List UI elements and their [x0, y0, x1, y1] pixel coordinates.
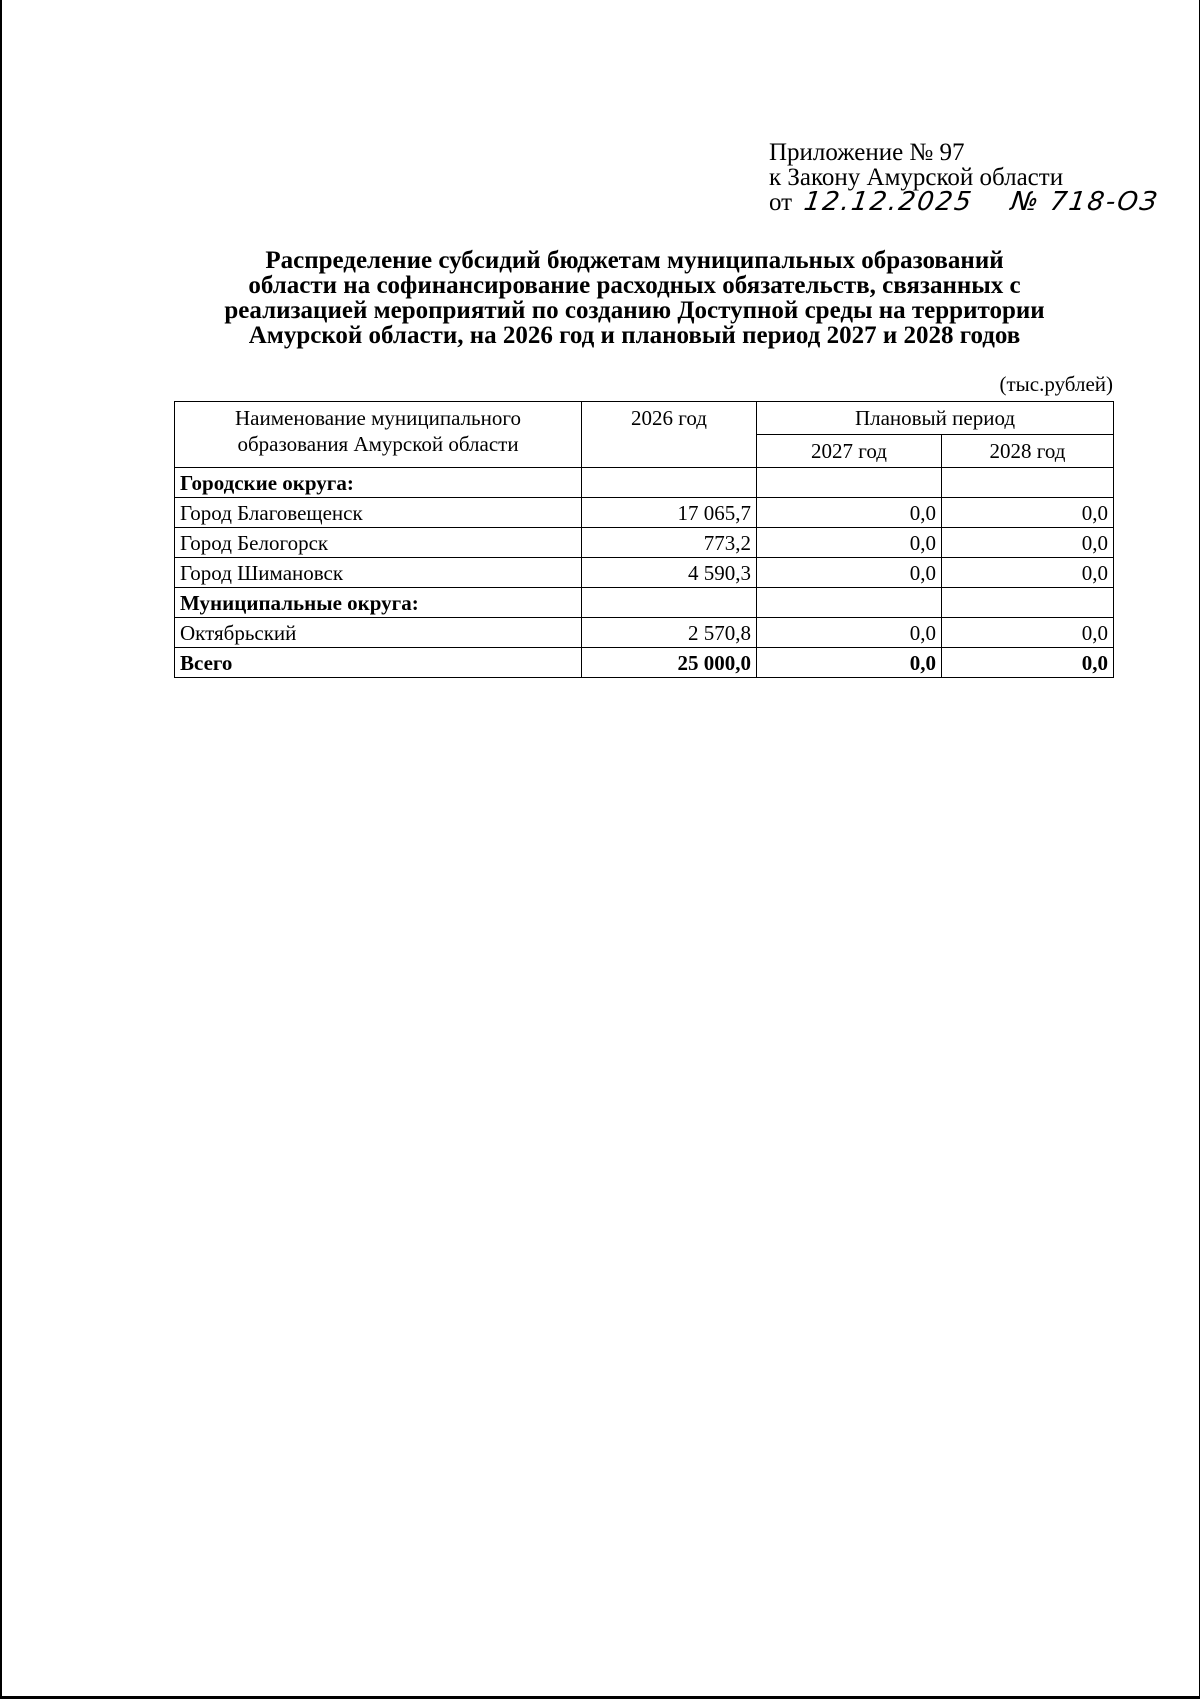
cell-2026: 4 590,3 [582, 558, 757, 588]
appendix-number: Приложение № 97 [769, 139, 965, 166]
cell-2027: 0,0 [757, 648, 942, 678]
document-title [162, 248, 1107, 348]
cell-name: Октябрьский [175, 618, 582, 648]
unit-label: (тыс.рублей) [999, 372, 1113, 396]
handwritten-date: 12.12.2025 [802, 187, 976, 217]
cell-2026: 25 000,0 [582, 648, 757, 678]
appendix-date-line [769, 187, 1189, 217]
cell-2027: 0,0 [757, 618, 942, 648]
header-2027: 2027 год [757, 435, 942, 468]
table-row-total [175, 648, 1114, 678]
header-row [175, 402, 1114, 435]
cell-2027 [757, 468, 942, 498]
title-line: реализацией мероприятий по созданию Доступной среды на территории [224, 297, 1045, 324]
cell-name: Город Белогорск [175, 528, 582, 558]
subsidy-table [174, 401, 1114, 678]
cell-2027: 0,0 [757, 558, 942, 588]
cell-2026: 17 065,7 [582, 498, 757, 528]
cell-name: Город Шимановск [175, 558, 582, 588]
cell-2028 [942, 468, 1114, 498]
cell-2026: 773,2 [582, 528, 757, 558]
title-line: Распределение субсидий бюджетам муниципальных образований [265, 247, 1004, 274]
date-prefix: от [769, 189, 793, 216]
title-line: Амурской области, на 2026 год и плановый период 2027 и 2028 годов [248, 322, 1021, 349]
appendix-law-reference: к Закону Амурской области [769, 164, 1064, 191]
cell-2027: 0,0 [757, 528, 942, 558]
cell-name: Всего [175, 648, 582, 678]
cell-name: Муниципальные округа: [175, 588, 582, 618]
table-row-group [175, 468, 1114, 498]
cell-2028 [942, 588, 1114, 618]
cell-2028: 0,0 [942, 558, 1114, 588]
title-line: области на софинансирование расходных обязательств, связанных с [248, 272, 1021, 299]
header-2026: 2026 год [582, 402, 757, 468]
cell-2027 [757, 588, 942, 618]
table-row [175, 528, 1114, 558]
cell-2026 [582, 588, 757, 618]
handwritten-law-number: № 718-ОЗ [1009, 187, 1162, 217]
cell-2028: 0,0 [942, 648, 1114, 678]
cell-2028: 0,0 [942, 498, 1114, 528]
header-2028: 2028 год [942, 435, 1114, 468]
cell-2027: 0,0 [757, 498, 942, 528]
table-row [175, 618, 1114, 648]
appendix-header [769, 140, 1189, 215]
table-row-group [175, 588, 1114, 618]
header-planning-period: Плановый период [757, 402, 1114, 435]
cell-2026: 2 570,8 [582, 618, 757, 648]
cell-2026 [582, 468, 757, 498]
cell-2028: 0,0 [942, 618, 1114, 648]
cell-name: Город Благовещенск [175, 498, 582, 528]
header-municipality: Наименование муниципального образования Амурской области [175, 402, 582, 468]
table-row [175, 498, 1114, 528]
cell-2028: 0,0 [942, 528, 1114, 558]
table-row [175, 558, 1114, 588]
cell-name: Городские округа: [175, 468, 582, 498]
